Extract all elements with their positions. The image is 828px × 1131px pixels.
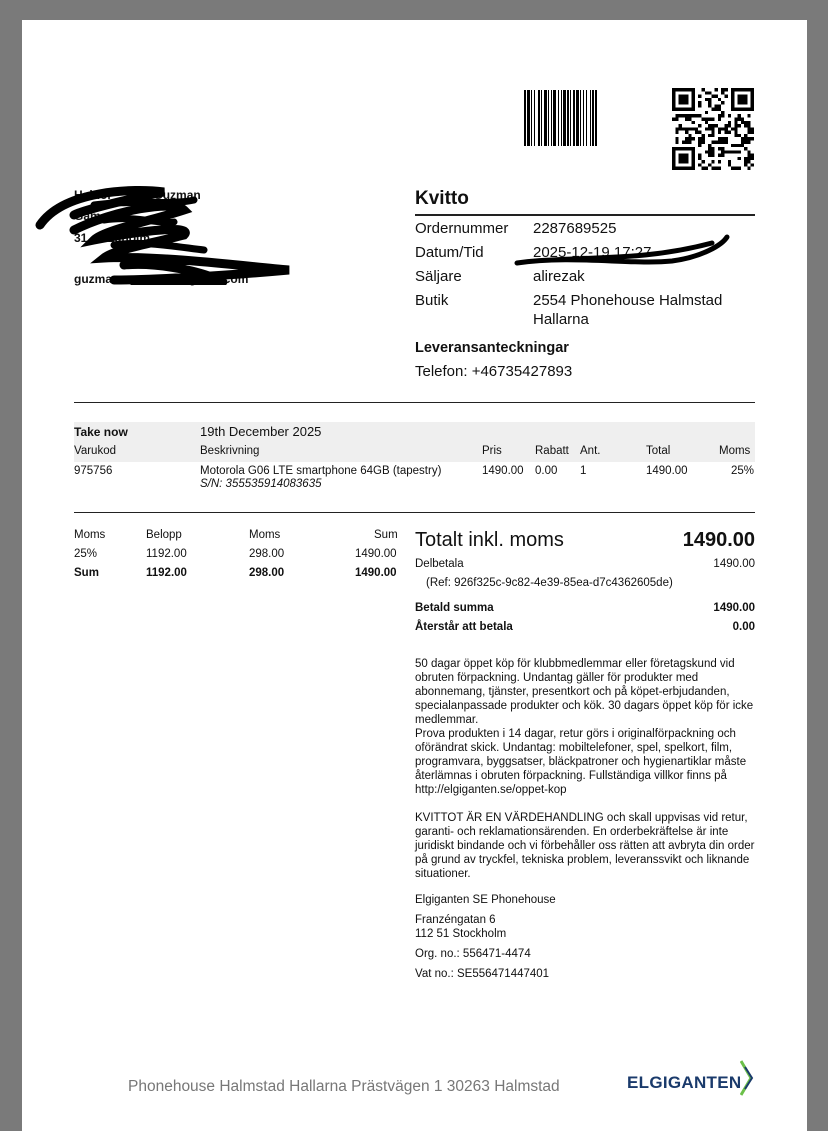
vat-sum-total: 1490.00 xyxy=(355,567,397,579)
qr-module xyxy=(705,121,708,124)
qr-module xyxy=(738,124,741,127)
qr-module xyxy=(721,101,724,104)
qr-module xyxy=(711,127,714,130)
barcode-bar xyxy=(595,90,597,146)
qr-module xyxy=(688,127,691,130)
qr-module xyxy=(698,124,701,127)
qr-module xyxy=(751,131,754,134)
delivery-phone: Telefon: +46735427893 xyxy=(415,363,573,380)
qr-module xyxy=(721,154,724,157)
qr-module xyxy=(698,104,701,107)
qr-module xyxy=(728,121,731,124)
delivery-notes-heading: Leveransanteckningar xyxy=(415,340,569,356)
qr-module xyxy=(747,167,750,170)
qr-module xyxy=(724,127,727,130)
qr-module xyxy=(744,147,747,150)
qr-module xyxy=(705,167,708,170)
qr-module xyxy=(711,160,714,163)
qr-module xyxy=(698,137,701,140)
qr-module xyxy=(672,118,675,121)
qr-module xyxy=(702,160,705,163)
qr-module xyxy=(721,150,724,153)
qr-module xyxy=(721,88,724,91)
company-vat-no: Vat no.: SE556471447401 xyxy=(415,968,550,980)
receipt-title: Kvitto xyxy=(415,188,469,209)
qr-module xyxy=(711,131,714,134)
qr-module xyxy=(688,114,691,117)
qr-module xyxy=(738,118,741,121)
qr-module xyxy=(695,114,698,117)
company-street: Franzéngatan 6 xyxy=(415,914,496,926)
delivery-type: Take now xyxy=(74,425,128,439)
item-serial: S/N: 355535914083635 xyxy=(200,478,322,490)
item-price: 1490.00 xyxy=(482,465,524,477)
qr-module xyxy=(718,98,721,101)
barcode-bar xyxy=(561,90,562,146)
customer-surname: Guzman xyxy=(153,188,201,202)
qr-module xyxy=(747,137,750,140)
remaining-value: 0.00 xyxy=(732,621,755,633)
qr-module xyxy=(721,111,724,114)
item-total: 1490.00 xyxy=(646,465,688,477)
qr-module xyxy=(711,150,714,153)
customer-street: Gam xyxy=(74,209,101,223)
qr-module xyxy=(738,150,741,153)
qr-module xyxy=(738,114,741,117)
qr-module xyxy=(679,95,689,105)
qr-module xyxy=(675,118,678,121)
qr-module xyxy=(692,121,695,124)
qr-module xyxy=(675,140,678,143)
qr-module xyxy=(698,144,701,147)
qr-module xyxy=(718,137,721,140)
terms-trial-policy: Prova produkten i 14 dagar, retur görs i originalförpackning och oförändrat skick. Undantag: mobiltelefoner, spel, spelkort, film, programvara, byggsatser, bläckpatroner och hygienartiklar måste återlämnas i obruten förpackning. Fullständiga villkor finns på http://elgiganten.se/oppet-kop xyxy=(415,728,747,796)
qr-module xyxy=(724,140,727,143)
qr-module xyxy=(692,114,695,117)
qr-module xyxy=(675,131,678,134)
title-divider xyxy=(415,214,755,216)
qr-module xyxy=(682,140,685,143)
company-city: 112 51 Stockholm xyxy=(415,928,507,940)
qr-module xyxy=(711,108,714,111)
col-header-vat: Moms xyxy=(719,445,751,457)
qr-module xyxy=(711,154,714,157)
qr-module xyxy=(741,144,744,147)
qr-module xyxy=(698,157,701,160)
col-header-discount: Rabatt xyxy=(535,445,569,457)
qr-module xyxy=(741,137,744,140)
qr-module xyxy=(721,137,724,140)
datetime-value: 2025-12-19 17:27 xyxy=(533,244,652,261)
barcode-bar xyxy=(538,90,540,146)
qr-module xyxy=(708,91,711,94)
barcode-bar xyxy=(527,90,530,146)
qr-module xyxy=(721,140,724,143)
qr-module xyxy=(747,154,750,157)
qr-module xyxy=(715,167,718,170)
store-label: Butik xyxy=(415,292,449,309)
qr-module xyxy=(685,127,688,130)
qr-module xyxy=(751,154,754,157)
barcode-bar xyxy=(534,90,535,146)
total-value: 1490.00 xyxy=(682,529,755,551)
qr-module xyxy=(692,137,695,140)
qr-module xyxy=(705,127,708,130)
qr-module xyxy=(688,137,691,140)
partial-value: 1490.00 xyxy=(713,558,755,570)
customer-postcode: 31 xyxy=(74,231,88,245)
qr-module xyxy=(679,127,682,130)
brand-name: ELGIGANTEN xyxy=(627,1073,742,1092)
item-description: Motorola G06 LTE smartphone 64GB (tapestry) xyxy=(200,465,442,477)
qr-module xyxy=(698,101,701,104)
qr-module xyxy=(715,95,718,98)
qr-module xyxy=(711,124,714,127)
qr-module xyxy=(724,137,727,140)
terms-receipt-notice: KVITTOT ÄR EN VÄRDEHANDLING och skall uppvisas vid retur, garanti- och reklamationsärenden. En orderbekräftelse är inte juridiskt bindande och vi förbehåller oss rätten att avbryta din order på grund av tryckfel, tekniska problem, leveranssvikt och liknande situationer. xyxy=(415,812,755,880)
qr-module xyxy=(708,134,711,137)
barcode-bar xyxy=(570,90,571,146)
terms-block xyxy=(415,657,755,981)
qr-module xyxy=(738,134,741,137)
order-number-value: 2287689525 xyxy=(533,220,617,237)
terms-return-policy: 50 dagar öppet köp för klubbmedlemmar eller företagskund vid obruten förpackning. Undantag gäller för produkter med abonnemang, tjänster, presentkort och på köpet-erbjudanden, specialanpassade produkter och kök. 30 dagars öppet köp för icke medlemmar. xyxy=(415,658,754,726)
qr-module xyxy=(708,150,711,153)
qr-module xyxy=(698,95,701,98)
barcode-bar xyxy=(573,90,575,146)
redaction-scribble xyxy=(34,170,294,285)
qr-module xyxy=(747,121,750,124)
total-label: Totalt inkl. moms xyxy=(415,529,564,551)
qr-module xyxy=(734,150,737,153)
remaining-label: Återstår att betala xyxy=(415,621,513,633)
payment-ref: (Ref: 926f325c-9c82-4e39-85ea-d7c4362605de) xyxy=(426,577,673,589)
customer-name: Haldor xyxy=(74,188,113,202)
qr-module xyxy=(708,144,711,147)
item-code: 975756 xyxy=(74,465,113,477)
qr-code xyxy=(672,88,754,170)
qr-module xyxy=(741,140,744,143)
col-header-total: Total xyxy=(646,445,671,457)
qr-module xyxy=(744,134,747,137)
qr-module xyxy=(708,147,711,150)
qr-module xyxy=(705,111,708,114)
qr-module xyxy=(711,140,714,143)
qr-module xyxy=(747,131,750,134)
barcode-bar xyxy=(558,90,559,146)
qr-module xyxy=(721,114,724,117)
qr-module xyxy=(711,167,714,170)
qr-module xyxy=(728,160,731,163)
qr-module xyxy=(734,124,737,127)
barcode xyxy=(524,90,658,146)
qr-module xyxy=(747,114,750,117)
qr-module xyxy=(721,147,724,150)
barcode-bar xyxy=(580,90,581,146)
qr-module xyxy=(724,131,727,134)
qr-module xyxy=(718,140,721,143)
vat-header-vat: Moms xyxy=(249,529,281,541)
customer-email-start: guzman xyxy=(74,272,120,286)
qr-module xyxy=(724,88,727,91)
qr-module xyxy=(675,114,678,117)
vat-sum: 1490.00 xyxy=(355,548,397,560)
qr-module xyxy=(698,114,701,117)
customer-email-domain: .com xyxy=(220,272,249,286)
qr-module xyxy=(708,118,711,121)
qr-module xyxy=(734,131,737,134)
qr-module xyxy=(734,121,737,124)
seller-value: alirezak xyxy=(533,268,585,285)
qr-module xyxy=(734,167,737,170)
qr-module xyxy=(747,157,750,160)
qr-module xyxy=(724,124,727,127)
qr-module xyxy=(688,118,691,121)
qr-module xyxy=(747,150,750,153)
paid-label: Betald summa xyxy=(415,602,494,614)
qr-module xyxy=(751,127,754,130)
qr-module xyxy=(718,154,721,157)
vat-amount: 1192.00 xyxy=(146,548,187,560)
qr-module xyxy=(685,118,688,121)
section-divider-2 xyxy=(74,512,755,513)
qr-module xyxy=(728,150,731,153)
qr-module xyxy=(734,127,737,130)
qr-module xyxy=(744,124,747,127)
qr-module xyxy=(695,131,698,134)
qr-module xyxy=(718,131,721,134)
qr-module xyxy=(708,127,711,130)
qr-module xyxy=(679,124,682,127)
qr-module xyxy=(747,160,750,163)
qr-module xyxy=(698,154,701,157)
qr-module xyxy=(728,163,731,166)
qr-module xyxy=(692,127,695,130)
barcode-bar xyxy=(553,90,556,146)
qr-module xyxy=(741,121,744,124)
store-value-line2: Hallarna xyxy=(533,311,589,328)
store-value-line1: 2554 Phonehouse Halmstad xyxy=(533,292,723,309)
qr-module xyxy=(688,134,691,137)
qr-module xyxy=(675,137,678,140)
qr-module xyxy=(731,167,734,170)
col-header-description: Beskrivning xyxy=(200,445,260,457)
qr-module xyxy=(718,108,721,111)
qr-module xyxy=(715,88,718,91)
qr-module xyxy=(705,91,708,94)
qr-module xyxy=(711,134,714,137)
qr-module xyxy=(702,167,705,170)
qr-module xyxy=(718,104,721,107)
barcode-bar xyxy=(524,90,526,146)
barcode-bar xyxy=(548,90,549,146)
barcode-bar xyxy=(567,90,569,146)
qr-module xyxy=(744,140,747,143)
qr-module xyxy=(715,108,718,111)
qr-module xyxy=(744,157,747,160)
company-org-no: Org. no.: 556471-4474 xyxy=(415,948,531,960)
qr-module xyxy=(708,104,711,107)
qr-module xyxy=(728,131,731,134)
qr-module xyxy=(751,163,754,166)
qr-module xyxy=(688,140,691,143)
qr-module xyxy=(702,88,705,91)
seller-label: Säljare xyxy=(415,268,462,285)
qr-module xyxy=(751,157,754,160)
barcode-bar xyxy=(531,90,532,146)
barcode-bar xyxy=(544,90,547,146)
barcode-bar xyxy=(592,90,594,146)
paid-value: 1490.00 xyxy=(713,602,755,614)
qr-module xyxy=(708,124,711,127)
qr-module xyxy=(731,127,734,130)
qr-module xyxy=(744,163,747,166)
qr-module xyxy=(731,150,734,153)
vat-header-rate: Moms xyxy=(74,529,106,541)
qr-module xyxy=(685,137,688,140)
qr-module xyxy=(705,98,708,101)
vat-vat: 298.00 xyxy=(249,548,285,560)
qr-module xyxy=(718,114,721,117)
vat-sum-vat: 298.00 xyxy=(249,567,285,579)
qr-module xyxy=(715,140,718,143)
qr-module xyxy=(679,154,689,164)
barcode-bar xyxy=(576,90,579,146)
qr-module xyxy=(721,127,724,130)
qr-module xyxy=(724,150,727,153)
qr-module xyxy=(738,95,748,105)
vat-header-sum: Sum xyxy=(374,529,398,541)
barcode-bar xyxy=(586,90,587,146)
barcode-bar xyxy=(590,90,591,146)
qr-module xyxy=(705,118,708,121)
qr-module xyxy=(734,144,737,147)
qr-module xyxy=(682,114,685,117)
datetime-label: Datum/Tid xyxy=(415,244,484,261)
qr-module xyxy=(724,95,727,98)
brand-arrow-icon xyxy=(740,1059,754,1097)
item-qty: 1 xyxy=(580,465,587,477)
qr-module xyxy=(718,160,721,163)
qr-module xyxy=(705,150,708,153)
qr-module xyxy=(702,134,705,137)
footer-address: Phonehouse Halmstad Hallarna Prästvägen 1 30263 Halmstad xyxy=(128,1078,560,1095)
section-divider xyxy=(74,402,755,403)
qr-module xyxy=(747,124,750,127)
qr-module xyxy=(751,137,754,140)
customer-city: Laholm xyxy=(107,231,151,245)
qr-module xyxy=(734,118,737,121)
qr-module xyxy=(711,118,714,121)
vat-sum-amount: 1192.00 xyxy=(146,567,187,579)
qr-module xyxy=(744,121,747,124)
qr-module xyxy=(738,144,741,147)
datetime-redaction xyxy=(512,225,732,270)
qr-module xyxy=(728,114,731,117)
vat-rate: 25% xyxy=(74,548,98,560)
barcode-bar xyxy=(551,90,552,146)
delivery-date: 19th December 2025 xyxy=(200,424,322,439)
qr-module xyxy=(708,154,711,157)
qr-module xyxy=(718,127,721,130)
qr-module xyxy=(702,140,705,143)
qr-module xyxy=(715,104,718,107)
qr-module xyxy=(728,124,731,127)
receipt-page xyxy=(22,20,807,1131)
qr-module xyxy=(679,114,682,117)
item-vat: 25% xyxy=(731,465,755,477)
qr-module xyxy=(711,147,714,150)
qr-module xyxy=(708,101,711,104)
qr-module xyxy=(741,118,744,121)
customer-email-at: @g xyxy=(177,272,197,286)
qr-module xyxy=(702,137,705,140)
vat-sum-label: Sum xyxy=(74,567,99,579)
qr-module xyxy=(702,118,705,121)
qr-module xyxy=(718,147,721,150)
col-header-code: Varukod xyxy=(74,445,116,457)
qr-module xyxy=(685,140,688,143)
qr-module xyxy=(675,127,678,130)
qr-module xyxy=(715,124,718,127)
qr-module xyxy=(747,140,750,143)
qr-module xyxy=(711,95,714,98)
qr-module xyxy=(718,118,721,121)
elgiganten-logo xyxy=(627,1073,741,1093)
order-number-label: Ordernummer xyxy=(415,220,509,237)
col-header-qty: Ant. xyxy=(580,445,601,457)
item-discount: 0.00 xyxy=(535,465,558,477)
qr-module xyxy=(708,163,711,166)
qr-module xyxy=(747,127,750,130)
qr-module xyxy=(698,163,701,166)
col-header-price: Pris xyxy=(482,445,502,457)
vat-header-amount: Belopp xyxy=(146,529,182,541)
qr-module xyxy=(744,137,747,140)
qr-module xyxy=(685,131,688,134)
barcode-bar xyxy=(541,90,542,146)
qr-module xyxy=(698,131,701,134)
barcode-bar xyxy=(563,90,566,146)
qr-module xyxy=(738,157,741,160)
qr-module xyxy=(698,140,701,143)
company-name: Elgiganten SE Phonehouse xyxy=(415,894,556,906)
qr-module xyxy=(708,98,711,101)
partial-label: Delbetala xyxy=(415,558,464,570)
qr-module xyxy=(682,127,685,130)
qr-module xyxy=(685,114,688,117)
qr-module xyxy=(695,127,698,130)
qr-module xyxy=(744,160,747,163)
qr-module xyxy=(731,144,734,147)
qr-module xyxy=(734,134,737,137)
barcode-bar xyxy=(583,90,584,146)
qr-module xyxy=(738,167,741,170)
qr-module xyxy=(721,91,724,94)
qr-module xyxy=(718,167,721,170)
